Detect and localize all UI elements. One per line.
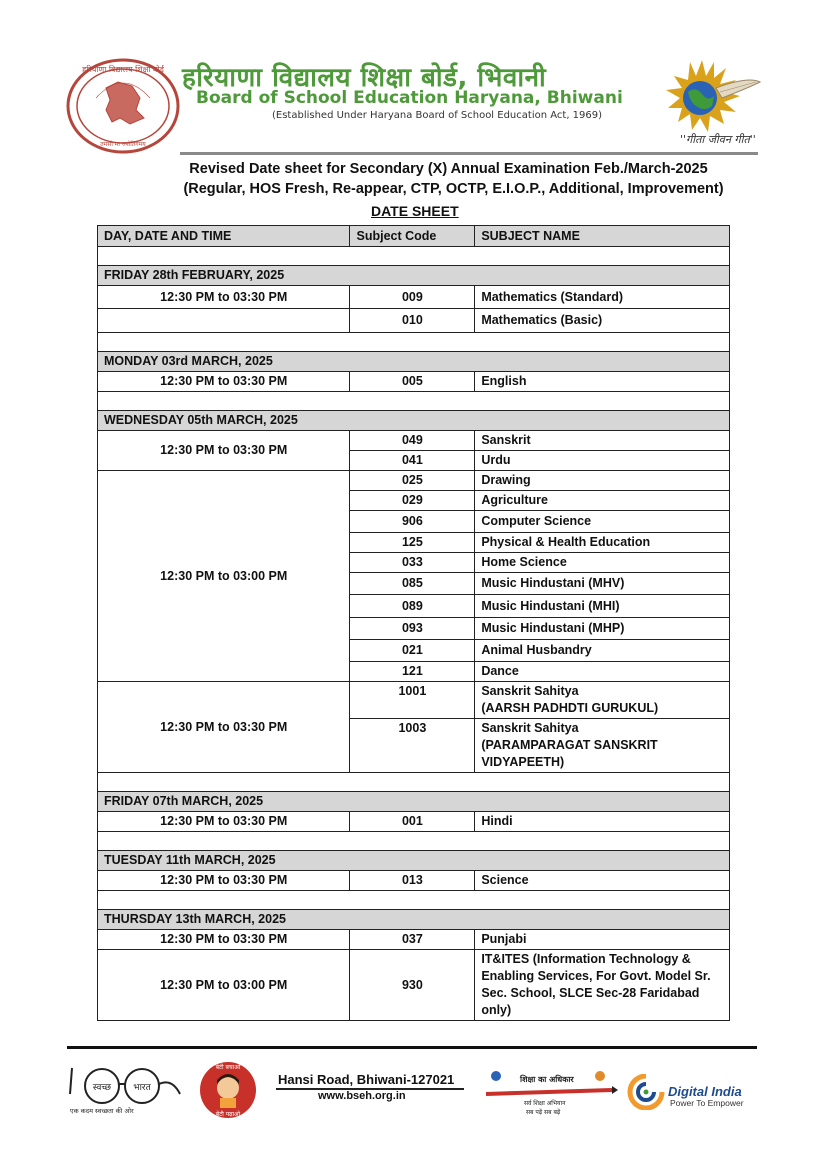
- board-name-hindi: हरियाणा विद्यालय शिक्षा बोर्ड, भिवानी: [182, 63, 547, 93]
- exam-time: 12:30 PM to 03:30 PM: [98, 431, 350, 471]
- day-row: [98, 411, 730, 431]
- table-row: [98, 930, 730, 950]
- seal-bottom-text: तमसो मा ज्योतिर्गमय: [100, 141, 146, 148]
- spacer-row: [98, 392, 730, 411]
- day-label: TUESDAY 11th MARCH, 2025: [98, 851, 730, 871]
- shiksha-line1: सर्व शिक्षा अभियान: [524, 1100, 566, 1107]
- day-label: THURSDAY 13th MARCH, 2025: [98, 910, 730, 930]
- subject-code: 037: [350, 930, 475, 950]
- subject-name: Science: [475, 871, 730, 891]
- shiksha-line2: सब पढ़ें सब बढ़ें: [526, 1109, 561, 1116]
- subject-code: 049: [350, 431, 475, 451]
- table-row: [98, 950, 730, 1021]
- subject-code: 033: [350, 553, 475, 573]
- day-row: [98, 851, 730, 871]
- subject-name: Animal Husbandry: [475, 640, 730, 662]
- subject-code: 025: [350, 471, 475, 491]
- subject-code: 1003: [350, 719, 475, 773]
- subject-name-line: Enabling Services, For Govt. Model Sr.: [481, 969, 711, 983]
- subject-code: 009: [350, 286, 475, 309]
- digital-india-tagline: Power To Empower: [670, 1098, 744, 1108]
- day-label: MONDAY 03rd MARCH, 2025: [98, 352, 730, 372]
- subject-name: Home Science: [475, 553, 730, 573]
- subject-name: Punjabi: [475, 930, 730, 950]
- seal-top-text: हरियाणा विद्यालय शिक्षा बोर्ड: [82, 65, 164, 74]
- exam-time: 12:30 PM to 03:30 PM: [98, 682, 350, 773]
- subject-code: 1001: [350, 682, 475, 719]
- table-row: [98, 286, 730, 309]
- table-row: [98, 431, 730, 451]
- board-website: www.bseh.org.in: [318, 1090, 406, 1102]
- table-row: [98, 471, 730, 491]
- shiksha-abhiyan-logo: [482, 1068, 618, 1116]
- table-row: [98, 682, 730, 719]
- subject-code: 041: [350, 451, 475, 471]
- beti-bottom-text: बेटी पढ़ाओ: [215, 1111, 241, 1118]
- subject-name-line: (AARSH PADHDTI GURUKUL): [481, 701, 659, 715]
- established-line: (Established Under Haryana Board of School Education Act, 1969): [272, 110, 603, 121]
- subject-name: Hindi: [475, 812, 730, 832]
- subject-code: 930: [350, 950, 475, 1021]
- exam-time: 12:30 PM to 03:00 PM: [98, 950, 350, 1021]
- subject-code: 029: [350, 491, 475, 511]
- beti-top-text: बेटी बचाओ: [215, 1064, 241, 1071]
- board-seal-logo: [66, 58, 180, 154]
- shiksha-title: शिक्षा का अधिकार: [520, 1075, 574, 1084]
- gita-motto-logo: [652, 58, 762, 142]
- beti-bachao-logo: [196, 1060, 260, 1120]
- bharat-text: भारत: [133, 1083, 151, 1093]
- subject-code: 121: [350, 662, 475, 682]
- footer-divider: [67, 1046, 757, 1049]
- subject-name-line: (PARAMPARAGAT SANSKRIT: [481, 738, 658, 752]
- subject-name: [475, 950, 730, 1021]
- day-row: [98, 792, 730, 812]
- swachh-bharat-logo: [66, 1064, 182, 1116]
- subject-name-line: IT&ITES (Information Technology &: [481, 952, 691, 966]
- subject-name-line: VIDYAPEETH): [481, 755, 565, 769]
- exam-time: 12:30 PM to 03:00 PM: [98, 471, 350, 682]
- day-label: FRIDAY 07th MARCH, 2025: [98, 792, 730, 812]
- subject-name: Sanskrit: [475, 431, 730, 451]
- subject-name: [475, 719, 730, 773]
- subject-code: 906: [350, 511, 475, 533]
- day-row: [98, 910, 730, 930]
- day-row: [98, 266, 730, 286]
- subject-code: 005: [350, 372, 475, 392]
- table-row: [98, 812, 730, 832]
- subject-name: Computer Science: [475, 511, 730, 533]
- col-header-code: Subject Code: [350, 226, 475, 247]
- board-name-english: Board of School Education Haryana, Bhiwani: [196, 88, 623, 108]
- subject-name-line: Sec. School, SLCE Sec-28 Faridabad: [481, 986, 700, 1000]
- subject-name: Urdu: [475, 451, 730, 471]
- exam-time: 12:30 PM to 03:30 PM: [98, 372, 350, 392]
- subject-name: Mathematics (Standard): [475, 286, 730, 309]
- table-row: [98, 372, 730, 392]
- exam-time: 12:30 PM to 03:30 PM: [98, 871, 350, 891]
- exam-time: 12:30 PM to 03:30 PM: [98, 286, 350, 309]
- subject-name-line: Sanskrit Sahitya: [481, 721, 579, 735]
- subject-name-line: Sanskrit Sahitya: [481, 684, 579, 698]
- datesheet-title: Revised Date sheet for Secondary (X) Annual Examination Feb./March-2025: [189, 161, 708, 177]
- subject-name: Mathematics (Basic): [475, 309, 730, 333]
- subject-code: 085: [350, 573, 475, 595]
- digital-india-title: Digital India: [668, 1084, 742, 1099]
- exam-time: 12:30 PM to 03:30 PM: [98, 812, 350, 832]
- table-row: [98, 871, 730, 891]
- subject-name: Dance: [475, 662, 730, 682]
- subject-name: Music Hindustani (MHI): [475, 595, 730, 618]
- col-header-name: SUBJECT NAME: [475, 226, 730, 247]
- subject-code: 001: [350, 812, 475, 832]
- subject-name: Physical & Health Education: [475, 533, 730, 553]
- subject-code: 093: [350, 618, 475, 640]
- digital-india-emblem: [626, 1074, 666, 1110]
- table-row: [98, 309, 730, 333]
- subject-name: Agriculture: [475, 491, 730, 511]
- day-row: [98, 352, 730, 372]
- spacer-row: [98, 773, 730, 792]
- header-divider: [180, 152, 758, 155]
- spacer-row: [98, 333, 730, 352]
- subject-code: 021: [350, 640, 475, 662]
- subject-name: [475, 682, 730, 719]
- date-sheet-table: [97, 225, 730, 1021]
- subject-code: 125: [350, 533, 475, 553]
- subject-name: Drawing: [475, 471, 730, 491]
- day-label: FRIDAY 28th FEBRUARY, 2025: [98, 266, 730, 286]
- spacer-row: [98, 832, 730, 851]
- exam-time: 12:30 PM to 03:30 PM: [98, 930, 350, 950]
- col-header-day: DAY, DATE AND TIME: [98, 226, 350, 247]
- datesheet-heading: DATE SHEET: [371, 203, 459, 219]
- spacer-row: [98, 247, 730, 266]
- board-address: Hansi Road, Bhiwani-127021: [278, 1072, 455, 1087]
- motto-caption: ''गीता जीवन गीत'': [680, 133, 756, 146]
- swachh-tagline: एक कदम स्वच्छता की ओर: [70, 1107, 134, 1115]
- swachh-text: स्वच्छ: [92, 1083, 112, 1093]
- subject-name-line: only): [481, 1003, 512, 1017]
- subject-name: Music Hindustani (MHV): [475, 573, 730, 595]
- exam-time-empty: [98, 309, 350, 333]
- subject-name: English: [475, 372, 730, 392]
- day-label: WEDNESDAY 05th MARCH, 2025: [98, 411, 730, 431]
- subject-code: 013: [350, 871, 475, 891]
- subject-code: 010: [350, 309, 475, 333]
- datesheet-categories: (Regular, HOS Fresh, Re-appear, CTP, OCTP, E.I.O.P., Additional, Improvement): [183, 181, 724, 197]
- spacer-row: [98, 891, 730, 910]
- subject-code: 089: [350, 595, 475, 618]
- table-header-row: [98, 226, 730, 247]
- subject-name: Music Hindustani (MHP): [475, 618, 730, 640]
